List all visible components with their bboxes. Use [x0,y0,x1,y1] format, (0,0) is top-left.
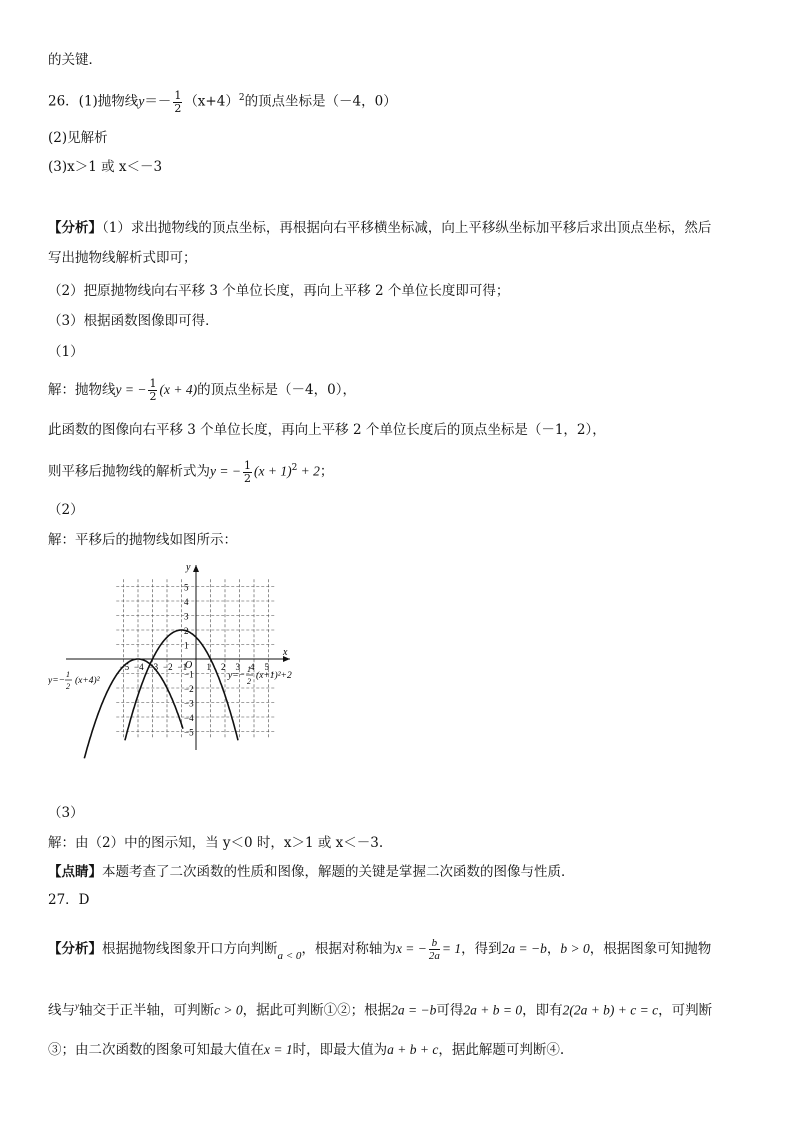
solution-line [48,420,606,440]
frac-num: 1 [247,665,251,674]
text: 的关键． [48,52,102,68]
math: a < 0 [277,950,302,962]
analysis-line [48,311,219,331]
x-axis-label: x [283,647,288,658]
text: (3)x＞1 或 x＜－3 [48,159,163,175]
text: 写出抛物线解析式即可； [48,250,197,266]
frac-num: 1 [149,377,157,390]
solution-line [48,530,237,550]
math: c > 0 [214,1002,243,1018]
y-tick-label: 5 [184,582,189,593]
analysis-line [48,248,197,268]
frac-den: 2 [243,471,251,485]
section-head [48,342,84,362]
frac-den: 2 [66,682,70,691]
text: ，根据对称轴为 [301,941,396,957]
x-tick-label: 4 [250,662,255,672]
frac-den: 2 [174,101,182,115]
q26-part2 [48,128,108,148]
section-head [48,803,84,823]
text: (2)见解析 [48,130,108,146]
frac-num: 1 [174,88,182,102]
frac-num: 1 [243,458,251,472]
text: 线与 [48,1002,75,1019]
q26-part3 [48,157,162,177]
text: 根据抛物线图象开口方向判断 [102,941,278,957]
text-line [48,50,102,70]
y-tick-label: −4 [184,713,194,723]
text: 轴交于正半轴，可判断 [79,1002,214,1019]
text: ，即有 [522,1002,563,1019]
frac-den: 2 [149,390,157,403]
solution-line [48,458,333,485]
math: x = 1 [264,1042,293,1057]
math: y = − [115,382,147,397]
text: 则平移后抛物线的解析式为 [48,463,210,480]
exponent: 2 [238,93,245,103]
analysis-line [48,218,711,238]
x-tick-label: 5 [264,662,269,672]
y-tick-label: −2 [184,684,194,694]
y-tick-label: 1 [184,640,189,651]
y-tick-label: −3 [184,698,194,709]
text: 本题考查了二次函数的性质和图像，解题的关键是掌握二次函数的图像与性质． [102,864,575,880]
q26-part1 [48,88,397,115]
text: 解：由（2）中的图示知，当 y＜0 时，x＞1 或 x＜－3. [48,835,384,851]
left-equation-label [48,670,100,691]
math: x = − [395,941,427,956]
math: (x + 4) [159,382,198,397]
text: ； [319,463,334,480]
text: ＝－ [144,93,172,110]
text: （3）根据函数图像即可得． [48,313,219,329]
x-tick-label: 2 [221,662,226,672]
q27-answer [48,890,90,910]
fraction [173,90,182,115]
analysis-line [48,996,712,1021]
text: 27．D [48,892,90,908]
frac-den: 2 [247,677,251,686]
analysis-tag: 【分析】 [48,941,102,957]
x-tick-label: 1 [206,662,211,672]
math: 2(2a + b) + c = c [562,1002,659,1018]
text: （3） [48,805,84,821]
text: ， [546,941,561,957]
text: （1）求出抛物线的顶点坐标，再根据向右平移横坐标减，向上平移纵坐标加平移后求出顶点坐标，然后 [102,220,712,236]
section-head [48,500,84,520]
text: 此函数的图像向右平移 3 个单位长度，再向上平移 2 个单位长度后的顶点坐标是（－1，2）， [48,422,606,438]
x-tick-label: −2 [163,662,173,672]
analysis-line [48,937,711,966]
analysis-tag: 【分析】 [48,220,102,236]
text: （1） [48,344,84,360]
math: y [75,1001,79,1011]
eq-text: y=− [48,676,66,686]
exponent: 2 [291,463,298,473]
text: ，可判断 [658,1002,713,1019]
y-tick-label: 3 [184,611,189,622]
text: ，得到 [461,941,502,957]
x-tick-label: 3 [235,662,240,672]
origin-label: O [185,660,193,671]
fraction [243,460,252,485]
solution-line [48,378,356,403]
y-axis-label: y [186,562,191,573]
fraction [148,378,157,403]
math: = 1 [441,941,462,956]
frac-num: b [429,937,440,950]
math: a + b + c [387,1042,439,1057]
analysis-line [48,281,509,301]
fraction [429,937,440,962]
y-axis-arrow-icon [193,565,199,572]
frac-den: 2a [428,950,440,962]
text: 的顶点坐标是（－4，0）， [197,382,356,398]
text: 解：抛物线 [48,382,116,398]
text: ，据此解题可判断④. [438,1042,565,1058]
text: 时，即最大值为 [292,1042,388,1058]
y-tick-label: 2 [184,626,189,636]
math: 2a = −b [501,941,547,956]
parabola-graph [48,560,318,760]
analysis-line [48,1040,564,1060]
var: y [138,93,145,109]
text: （2）把原抛物线向右平移 3 个单位长度，再向上平移 2 个单位长度即可得； [48,283,510,299]
math: b > 0 [560,941,590,956]
point-tag: 【点睛】 [48,864,102,880]
text: ③；由二次函数的图象可知最大值在 [48,1042,264,1058]
math: 2a = −b [391,1002,437,1018]
x-tick-label: −5 [119,662,130,672]
eq-text: (x+1)²+2 [256,671,292,681]
point-line [48,862,575,882]
text: ，据此可判断①②；根据 [242,1002,392,1019]
math: (x + 1) [253,463,292,479]
text: 26．(1)抛物线 [48,93,139,110]
axes [66,562,290,750]
text: （x+4） [184,93,239,110]
eq-text: y=− [228,671,246,681]
text: （2） [48,502,84,518]
frac-num: 1 [66,670,70,679]
x-tick-label: −3 [148,662,159,672]
text: 解：平移后的抛物线如图所示： [48,532,237,548]
math: 2a + b = 0 [463,1002,523,1018]
math: y = − [210,463,241,479]
y-tick-label: 4 [184,597,189,607]
x-tick-label: −4 [134,662,144,672]
y-tick-label: −1 [184,669,194,680]
y-tick-label: −5 [184,727,194,738]
text: 的顶点坐标是（－4，0） [244,93,397,110]
solution-line [48,833,383,853]
x-tick-label: −1 [177,662,188,672]
math: + 2 [297,463,320,479]
eq-text: (x+4)² [75,676,100,686]
text: 可得 [436,1002,464,1019]
text: ，根据图象可知抛物 [589,941,712,957]
